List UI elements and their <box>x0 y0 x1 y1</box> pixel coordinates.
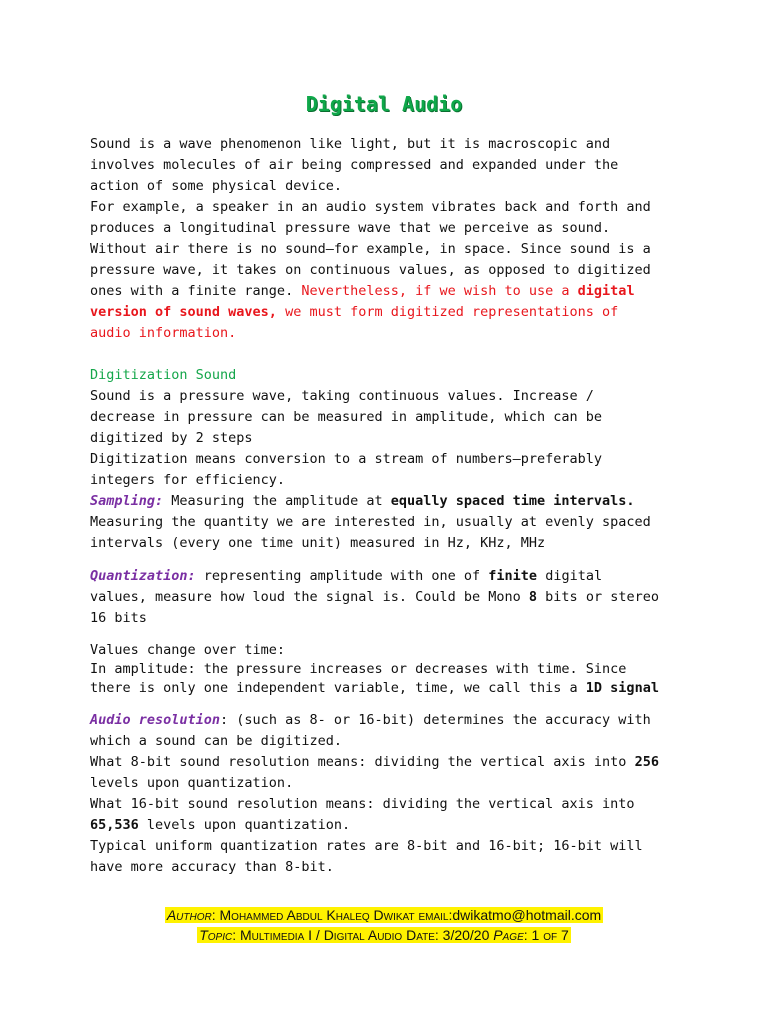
term-label: Quantization: <box>90 568 196 584</box>
body-line: levels upon quantization. <box>90 775 294 791</box>
author-email: dwikatmo@hotmail.com <box>452 907 602 923</box>
body-line: which a sound can be digitized. <box>90 733 342 749</box>
topic-label: Topic <box>199 927 233 943</box>
body-text: What 8-bit sound resolution means: dividing the vertical axis into <box>90 754 635 770</box>
sampling-line <box>90 491 690 512</box>
document-body <box>90 134 690 878</box>
topic-value: : Multimedia I / Digital Audio Date: 3/20/20 <box>232 927 494 943</box>
resolution-section <box>90 710 690 878</box>
page-value: : 1 of 7 <box>523 927 569 943</box>
footer-highlight <box>197 927 571 943</box>
intro-line: produces a longitudinal pressure wave that we perceive as sound. <box>90 220 611 236</box>
body-text: bits or stereo <box>537 589 659 605</box>
body-text: there is only one independent variable, time, we call this a <box>90 680 586 696</box>
bold-text: 8 <box>528 589 538 605</box>
footer-author-line <box>0 907 768 923</box>
body-text: digital <box>537 568 603 584</box>
body-line: integers for efficiency. <box>90 472 286 488</box>
body-line: decrease in pressure can be measured in amplitude, which can be <box>90 409 603 425</box>
emphasis-bold-text: digital <box>577 283 635 299</box>
intro-section <box>90 134 690 344</box>
body-line: have more accuracy than 8-bit. <box>90 859 334 875</box>
intro-line: pressure wave, it takes on continuous values, as opposed to digitized <box>90 262 651 278</box>
intro-line <box>90 281 690 302</box>
body-text: levels upon quantization. <box>138 817 351 833</box>
body-line: 16 bits <box>90 610 147 626</box>
digitization-section <box>90 365 690 554</box>
body-line: Typical uniform quantization rates are 8-bit and 16-bit; 16-bit will <box>90 838 643 854</box>
body-text: values, measure how loud the signal is. Could be Mono <box>90 589 529 605</box>
page-label: Page <box>493 927 524 943</box>
body-text: representing amplitude with one of <box>195 568 489 584</box>
page-title: Digital Audio <box>305 92 463 116</box>
body-text: : (such as 8- or 16-bit) determines the accuracy with <box>220 712 651 728</box>
author-value: : Mohammed Abdul Khaleq Dwikat email: <box>211 907 453 923</box>
body-text: Measuring the amplitude at <box>163 493 391 509</box>
body-line: Measuring the quantity we are interested in, usually at evenly spaced <box>90 514 651 530</box>
term-label: Audio resolution <box>90 712 221 728</box>
author-label: Author <box>166 907 212 923</box>
body-line: What 16-bit sound resolution means: dividing the vertical axis into <box>90 796 635 812</box>
values-section <box>90 641 690 698</box>
body-line: digitized by 2 steps <box>90 430 253 446</box>
body-line: Digitization means conversion to a stream of numbers—preferably <box>90 451 603 467</box>
emphasis-bold-text: version of sound waves, <box>90 304 277 320</box>
quantization-line <box>90 566 690 587</box>
emphasis-text: we must form digitized representations of <box>276 304 619 320</box>
body-line: In amplitude: the pressure increases or decreases with time. Since <box>90 661 627 677</box>
emphasis-text: Nevertheless, if we wish to use a <box>301 283 578 299</box>
footer-topic-line <box>0 927 768 943</box>
bold-text: 1D signal <box>585 680 659 696</box>
intro-text: ones with a finite range. <box>90 283 302 299</box>
intro-line: involves molecules of air being compressed and expanded under the <box>90 157 619 173</box>
intro-line: audio information. <box>90 325 237 341</box>
quantization-section <box>90 566 690 629</box>
intro-line: Without air there is no sound—for example, in space. Since sound is a <box>90 241 651 257</box>
section-heading: Digitization Sound <box>90 367 237 383</box>
body-line: Sound is a pressure wave, taking continuous values. Increase / <box>90 388 594 404</box>
bold-text: 65,536 <box>90 817 139 833</box>
body-line <box>90 679 690 698</box>
body-line: Values change over time: <box>90 642 286 658</box>
intro-line: For example, a speaker in an audio system vibrates back and forth and <box>90 199 651 215</box>
body-line: intervals (every one time unit) measured in Hz, KHz, MHz <box>90 535 546 551</box>
bold-text: 256 <box>634 754 659 770</box>
body-line <box>90 587 690 608</box>
resolution-line <box>90 710 690 731</box>
bold-text: finite <box>488 568 538 584</box>
footer-highlight <box>165 907 603 923</box>
body-line <box>90 815 690 836</box>
bold-text: equally spaced time intervals. <box>390 493 635 509</box>
term-label: Sampling: <box>90 493 164 509</box>
intro-line <box>90 302 690 323</box>
intro-line: action of some physical device. <box>90 178 342 194</box>
intro-line: Sound is a wave phenomenon like light, but it is macroscopic and <box>90 136 611 152</box>
body-line <box>90 752 690 773</box>
